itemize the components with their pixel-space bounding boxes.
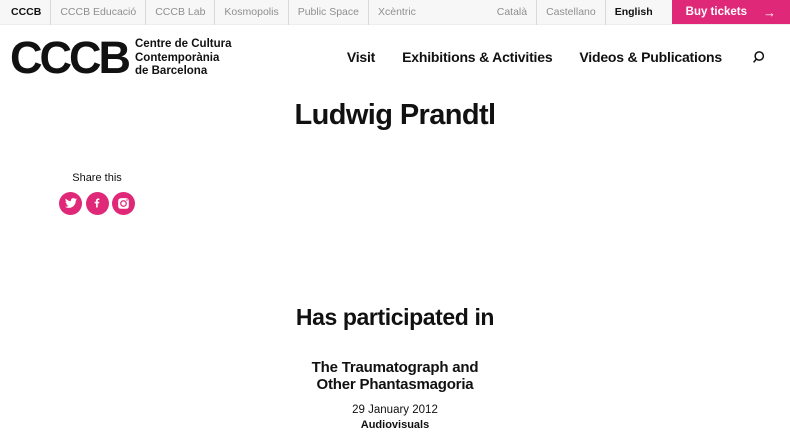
share-icons: [58, 192, 136, 215]
site-link-cccb[interactable]: CCCB: [11, 5, 42, 18]
participation-title-line: Other Phantasmagoria: [316, 376, 474, 394]
site-link-public-space[interactable]: Public Space: [288, 0, 368, 25]
buy-tickets-button[interactable]: [672, 0, 790, 24]
participation-date: 29 January 2012: [352, 404, 438, 417]
participation-title-line: The Traumatograph and: [311, 358, 479, 376]
participation-title-link[interactable]: [0, 359, 790, 394]
lang-castellano[interactable]: Castellano: [536, 0, 605, 25]
share-label: Share this: [72, 171, 122, 184]
participation-item: [0, 359, 790, 431]
utility-bar: [0, 0, 790, 25]
utility-right: [488, 0, 790, 24]
arrow-right-icon: →: [763, 4, 776, 20]
twitter-icon[interactable]: [59, 192, 82, 215]
page-title: Ludwig Prandtl: [294, 98, 496, 131]
logo-subtitle-line: de Barcelona: [135, 65, 208, 78]
logo-subtitle-line: Centre de Cultura: [135, 38, 232, 50]
logo-subtitle-line: Contemporània: [135, 51, 220, 64]
instagram-icon[interactable]: [112, 192, 135, 215]
buy-tickets-label: Buy tickets: [685, 6, 747, 18]
participation-category: Audiovisuals: [360, 419, 430, 432]
section-heading: Has participated in: [295, 303, 495, 330]
language-switcher: [488, 0, 662, 24]
cccb-logo-text: CCCB: [10, 31, 128, 83]
nav-item-videos-publications[interactable]: Videos & Publications: [579, 49, 722, 66]
site-link-cccb-educacio[interactable]: CCCB Educació: [50, 0, 145, 25]
cccb-logo-subtitle: [135, 36, 232, 79]
main-content: [0, 99, 790, 431]
nav-item-exhibitions-activities[interactable]: Exhibitions & Activities: [402, 49, 553, 66]
cccb-logo[interactable]: [10, 31, 232, 83]
facebook-icon[interactable]: [86, 192, 109, 215]
site-link-cccb-lab[interactable]: CCCB Lab: [145, 0, 214, 25]
share-block: [58, 172, 136, 215]
site-links: [0, 0, 425, 24]
lang-english[interactable]: English: [605, 0, 662, 25]
nav-item-visit[interactable]: Visit: [346, 49, 376, 66]
lang-catala[interactable]: Català: [496, 5, 528, 18]
site-link-kosmopolis[interactable]: Kosmopolis: [214, 0, 287, 25]
site-link-xcentric[interactable]: Xcèntric: [368, 0, 425, 25]
site-header: [0, 25, 790, 91]
main-nav: [347, 49, 766, 65]
search-icon[interactable]: [749, 50, 766, 65]
